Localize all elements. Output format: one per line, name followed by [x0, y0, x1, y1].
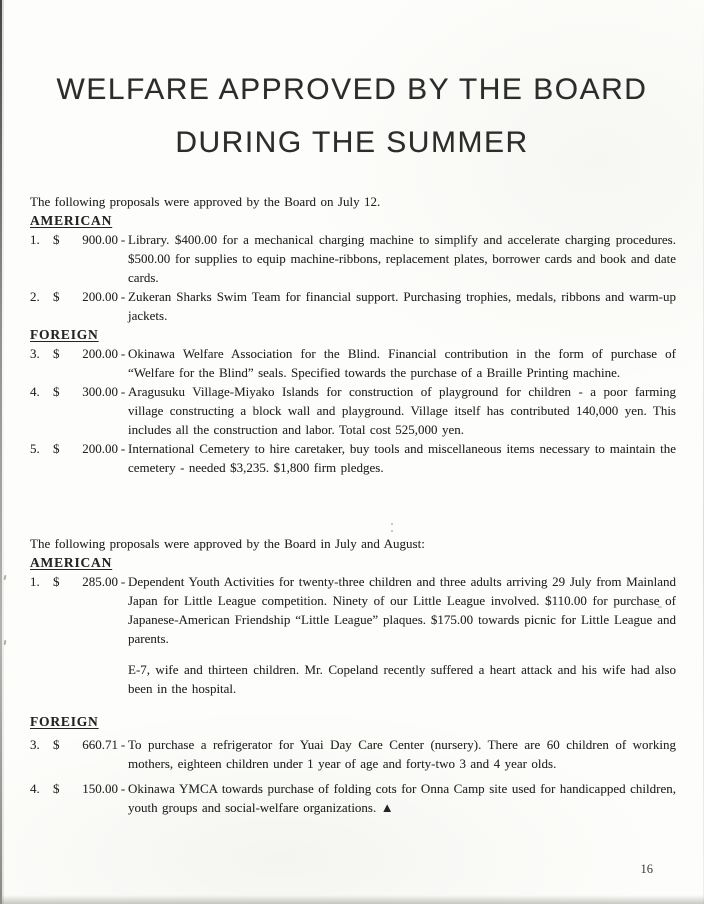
title-line-1: WELFARE APPROVED BY THE BOARD	[56, 73, 648, 106]
item-number: 5.	[30, 441, 40, 456]
proposal-item	[30, 344, 676, 382]
group-heading-american: AMERICAN	[30, 213, 113, 228]
item-amount: 200.00	[82, 289, 118, 304]
proposal-item	[30, 287, 676, 325]
item-number: 3.	[30, 346, 40, 361]
item-amount: 200.00	[82, 441, 118, 456]
page-number: 16	[640, 862, 653, 876]
amount-text-separator: -	[120, 441, 126, 456]
item-description: International Cemetery to hire caretaker, buy tools and miscellaneous items necessary to maintain the cemetery - needed $3,235. $1,800 firm pledges.	[128, 441, 676, 475]
scan-binding-edge-shadow	[2, 0, 4, 904]
proposal-item	[30, 572, 676, 648]
item-amount: 200.00	[82, 346, 118, 361]
proposal-item	[30, 735, 676, 773]
section-board-july-12	[30, 192, 676, 477]
proposal-item	[30, 382, 676, 439]
item-amount: 150.00	[82, 781, 118, 796]
amount-text-separator: -	[120, 737, 126, 752]
item-number: 3.	[30, 737, 40, 752]
group-heading-american: AMERICAN	[30, 555, 113, 570]
document-body	[0, 192, 704, 817]
currency-symbol: $	[53, 346, 60, 361]
item-number: 1.	[30, 232, 40, 247]
item-amount: 300.00	[82, 384, 118, 399]
item-description: Okinawa Welfare Association for the Blind. Financial contribution in the form of purchase of “Welfare for the Blind” seals. Specified towards the purchase of a Braille Printing machine.	[128, 346, 676, 380]
item-amount: 285.00	[82, 574, 118, 589]
title-line-2: DURING THE SUMMER	[175, 126, 529, 159]
currency-symbol: $	[53, 384, 60, 399]
item-amount: 660.71	[82, 737, 118, 752]
section-intro: The following proposals were approved by the Board on July 12.	[30, 194, 381, 209]
proposal-item	[30, 230, 676, 287]
currency-symbol: $	[53, 574, 60, 589]
group-heading-foreign: FOREIGN	[30, 327, 99, 342]
proposal-item	[30, 439, 676, 477]
item-number: 4.	[30, 384, 40, 399]
item-continuation-paragraph: E-7, wife and thirteen children. Mr. Copeland recently suffered a heart attack and his wife had also been in the hospital.	[128, 662, 676, 696]
scan-artifact	[658, 606, 662, 608]
item-description: To purchase a refrigerator for Yuai Day Care Center (nursery). There are 60 children of working mothers, eighteen children under 1 year of age and forty-two 3 and 4 year olds.	[128, 737, 676, 771]
currency-symbol: $	[53, 289, 60, 304]
item-number: 4.	[30, 781, 40, 796]
item-description: Aragusuku Village-Miyako Islands for construction of playground for children - a poor farming village constructing a block wall and playground. Village itself has contributed 140,000 yen. This includes all the construction and labor. Total cost 525,000 yen.	[128, 384, 676, 437]
group-heading-foreign: FOREIGN	[30, 714, 99, 729]
currency-symbol: $	[53, 781, 60, 796]
proposal-item	[30, 779, 676, 817]
amount-text-separator: -	[120, 384, 126, 399]
amount-text-separator: -	[120, 289, 126, 304]
scan-artifact	[391, 523, 393, 537]
amount-text-separator: -	[120, 781, 126, 796]
section-board-july-august	[30, 534, 676, 817]
currency-symbol: $	[53, 232, 60, 247]
amount-text-separator: -	[120, 346, 126, 361]
item-description: Okinawa YMCA towards purchase of folding cots for Onna Camp site used for handicapped children, youth groups and social-welfare organizations. ▲	[128, 781, 676, 815]
item-description: Dependent Youth Activities for twenty-three children and three adults arriving 29 July from Mainland Japan for Little League competition. Ninety of our Little League involved. $110.00 for purchase of Japanese-American Friendship “Little League” plaques. $175.00 towards picnic for Little League and parents.	[128, 574, 676, 646]
item-number: 1.	[30, 574, 40, 589]
scan-bottom-edge	[0, 895, 704, 904]
item-amount: 900.00	[82, 232, 118, 247]
amount-text-separator: -	[120, 574, 126, 589]
page-title	[0, 0, 704, 169]
item-number: 2.	[30, 289, 40, 304]
section-intro: The following proposals were approved by the Board in July and August:	[30, 536, 425, 551]
currency-symbol: $	[53, 441, 60, 456]
amount-text-separator: -	[120, 232, 126, 247]
currency-symbol: $	[53, 737, 60, 752]
item-description: Zukeran Sharks Swim Team for financial support. Purchasing trophies, medals, ribbons and warm-up jackets.	[128, 289, 676, 323]
item-description: Library. $400.00 for a mechanical charging machine to simplify and accelerate charging procedures. $500.00 for supplies to equip machine-ribbons, replacement plates, borrower cards and book and date cards.	[128, 232, 676, 285]
